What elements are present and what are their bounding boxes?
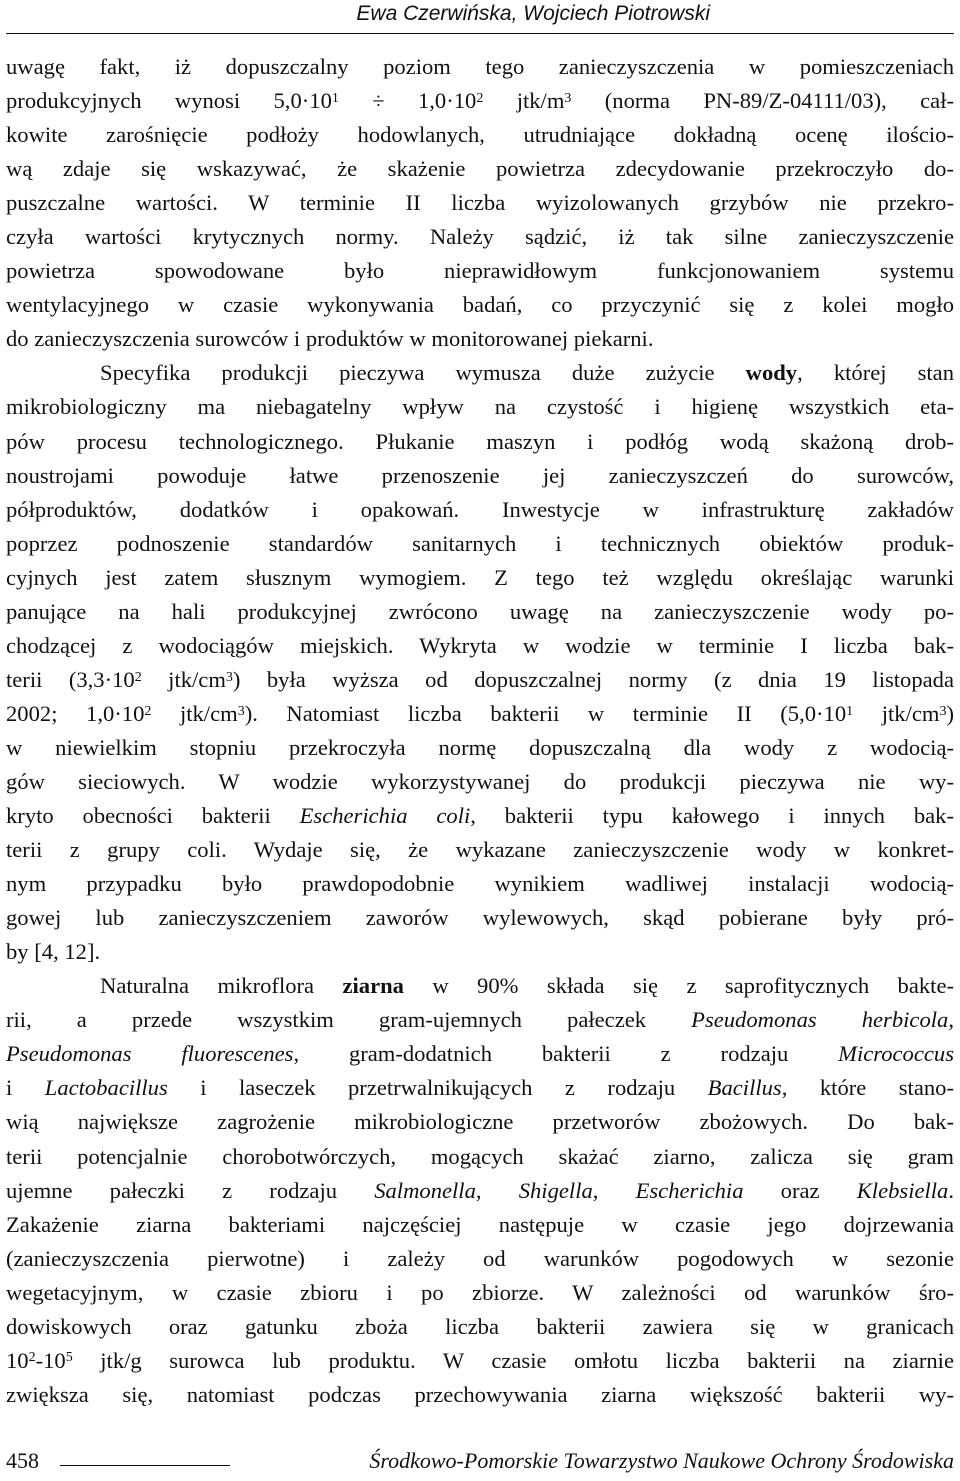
text-line: poprzez podnoszenie standardów sanitarnych i technicznych obiektów produk- <box>6 530 954 556</box>
text-line: kryto obecności bakterii Escherichia coli, bakterii typu kałowego i innych bak- <box>6 803 954 829</box>
text-line: (zanieczyszczenia pierwotne) i zależy od warunków pogodowych w sezonie <box>6 1245 954 1271</box>
text-line: gów sieciowych. W wodzie wykorzystywanej do produkcji pieczywa nie wy- <box>6 768 954 794</box>
running-header <box>0 0 960 32</box>
text-line: wą zdaje się wskazywać, że skażenie powietrza zdecydowanie przekroczyło do- <box>6 156 954 182</box>
text-line: terii ($3,3\cdot 10^2$ jtk/$cm^3$) była wyższa od dopuszczalnej normy (z dnia 19 listopada <box>6 666 954 692</box>
text-line: do zanieczyszczenia surowców i produktów w monitorowanej piekarni. <box>6 326 654 352</box>
body-text <box>6 50 954 1412</box>
text-line: nym przypadku było prawdopodobnie wynikiem wadliwej instalacji wodocią- <box>6 871 954 897</box>
footer-publisher: Środkowo-Pomorskie Towarzystwo Naukowe Ochrony Środowiska <box>369 1448 954 1473</box>
text-line: uwagę fakt, iż dopuszczalny poziom tego zanieczyszczenia w pomieszczeniach <box>6 54 954 79</box>
text-line: by [4, 12]. <box>6 939 101 965</box>
text-line: $10^2-10^5$ jtk/g surowca lub produktu. W czasie omłotu liczba bakterii na ziarnie <box>6 1347 954 1373</box>
text-line: rii, a przede wszystkim gram-ujemnych pałeczek Pseudomonas herbicola, <box>6 1007 954 1033</box>
text-line: wią największe zagrożenie mikrobiologiczne przetworów zbożowych. Do bak- <box>6 1109 954 1135</box>
text-line: cyjnych jest zatem słusznym wymogiem. Z tego też względu określając warunki <box>6 564 954 590</box>
header-rule <box>6 33 954 34</box>
text-line: zwiększa się, natomiast podczas przechowywania ziarna większość bakterii wy- <box>6 1381 954 1407</box>
text-line: dowiskowych oraz gatunku zboża liczba bakterii zawiera się w granicach <box>6 1313 954 1339</box>
text-line: wentylacyjnego w czasie wykonywania badań, co przyczynić się z kolei mogło <box>6 292 954 318</box>
text-line: pów procesu technologicznego. Płukanie maszyn i podłóg wodą skażoną drob- <box>6 428 954 454</box>
text-line: chodzącej z wodociągów miejskich. Wykryta w wodzie w terminie I liczba bak- <box>6 632 954 658</box>
text-line: Zakażenie ziarna bakteriami najczęściej następuje w czasie jego dojrzewania <box>6 1211 954 1237</box>
running-footer <box>0 1440 960 1480</box>
page-number: 458 <box>6 1448 39 1473</box>
text-line: noustrojami powoduje łatwe przenoszenie jej zanieczyszczeń do surowców, <box>6 462 954 488</box>
text-line: Specyfika produkcji pieczywa wymusza duże zużycie wody, której stan <box>100 360 954 386</box>
text-line: Naturalna mikroflora ziarna w 90% składa się z saprofitycznych bakte- <box>100 973 954 999</box>
text-line: ujemne pałeczki z rodzaju Salmonella, Shigella, Escherichia oraz Klebsiella. <box>6 1177 955 1203</box>
header-authors: Ewa Czerwińska, Wojciech Piotrowski <box>356 2 710 25</box>
text-line: produkcyjnych wynosi $5,0\cdot 10^1 \div 1,0\cdot 10^2$ jtk/$m^3$ (norma PN-89/Z-04111/03), cał- <box>6 88 955 114</box>
footer-rule <box>60 1465 230 1466</box>
text-line: terii potencjalnie chorobotwórczych, mogących skażać ziarno, zalicza się gram <box>6 1143 954 1169</box>
text-line: wegetacyjnym, w czasie zbioru i po zbiorze. W zależności od warunków śro- <box>6 1279 954 1305</box>
text-line: Pseudomonas fluorescenes, gram-dodatnich bakterii z rodzaju Micrococcus <box>6 1041 954 1067</box>
text-line: czyła wartości krytycznych normy. Należy sądzić, iż tak silne zanieczyszczenie <box>6 224 954 250</box>
text-line: gowej lub zanieczyszczeniem zaworów wylewowych, skąd pobierane były pró- <box>6 905 954 931</box>
text-line: mikrobiologiczny ma niebagatelny wpływ na czystość i higienę wszystkich eta- <box>6 394 954 420</box>
text-line: w niewielkim stopniu przekroczyła normę dopuszczalną dla wody z wodocią- <box>6 734 954 760</box>
text-line: kowite zarośnięcie podłoży hodowlanych, utrudniające dokładną ocenę ilościo- <box>6 122 954 148</box>
text-line: puszczalne wartości. W terminie II liczba wyizolowanych grzybów nie przekro- <box>6 190 954 216</box>
text-line: 2002; $1,0\cdot 10^2$ jtk/$cm^3$). Natomiast liczba bakterii w terminie II ($5,0\cdot 10^1$ jtk/$cm^3$) <box>6 700 954 726</box>
text-line: półproduktów, dodatków i opakowań. Inwestycje w infrastrukturę zakładów <box>6 496 954 522</box>
text-line: i Lactobacillus i laseczek przetrwalnikujących z rodzaju Bacillus, które stano- <box>6 1075 954 1101</box>
text-line: terii z grupy coli. Wydaje się, że wykazane zanieczyszczenie wody w konkret- <box>6 837 954 863</box>
text-line: panujące na hali produkcyjnej zwrócono uwagę na zanieczyszczenie wody po- <box>6 598 954 624</box>
text-line: powietrza spowodowane było nieprawidłowym funkcjonowaniem systemu <box>6 258 954 284</box>
